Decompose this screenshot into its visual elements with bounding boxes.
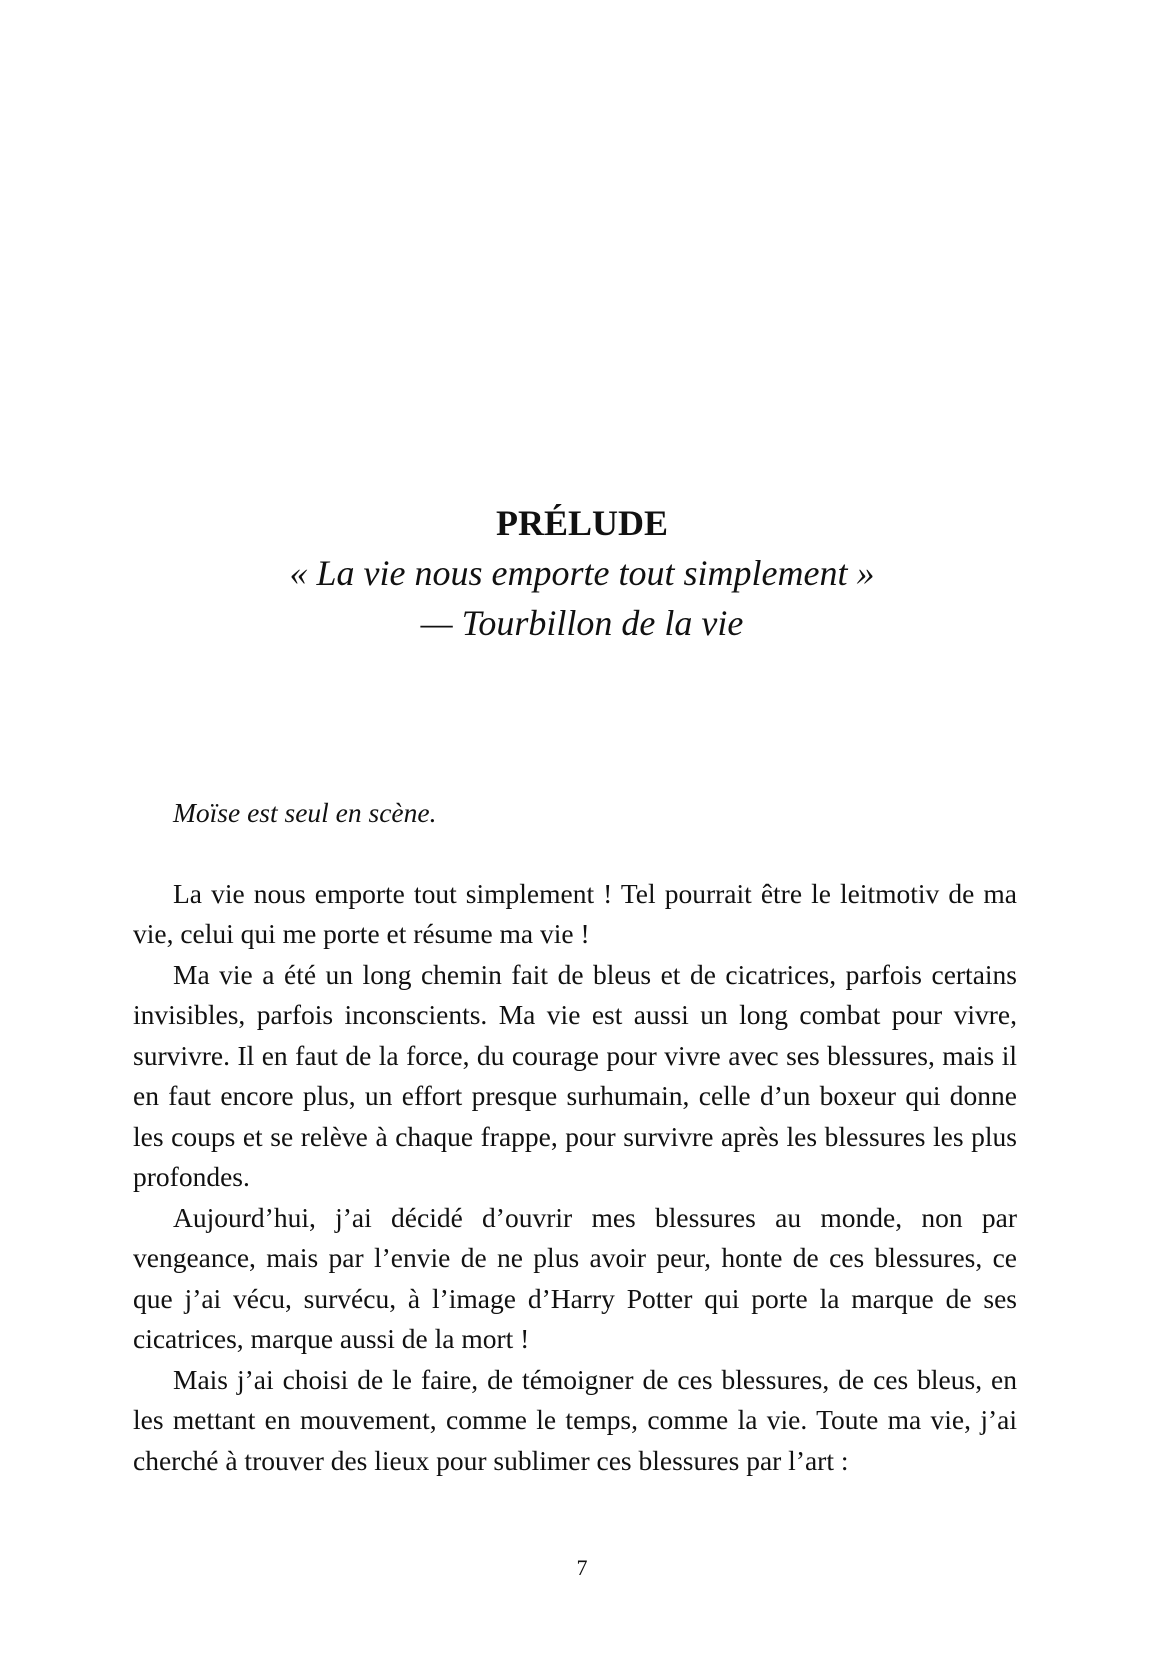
- stage-direction: Moïse est seul en scène.: [173, 797, 437, 828]
- chapter-heading: [0, 498, 1164, 648]
- page-number: 7: [576, 1555, 588, 1580]
- paragraph: Aujourd’hui, j’ai décidé d’ouvrir mes blessures au monde, non par vengeance, mais par l’envie de ne plus avoir peur, honte de ces blessures, ce que j’ai vécu, survécu, à l’image d’Harry Potter qui porte la marque de ses cicatrices, marque aussi de la mort !: [133, 1201, 1017, 1354]
- paragraph: Mais j’ai choisi de le faire, de témoigner de ces blessures, de ces bleus, en les mettant en mouvement, comme le temps, comme la vie. Toute ma vie, j’ai cherché à trouver des lieux pour sublimer ces blessures par l’art :: [133, 1363, 1017, 1476]
- body-text: [133, 793, 1017, 1481]
- chapter-title: PRÉLUDE: [495, 503, 669, 543]
- paragraph: La vie nous emporte tout simplement ! Tel pourrait être le leitmotiv de ma vie, celui qui me porte et résume ma vie !: [133, 877, 1017, 949]
- epigraph-attribution: — Tourbillon de la vie: [420, 603, 744, 643]
- paragraph: Ma vie a été un long chemin fait de bleus et de cicatrices, parfois certains invisibles, parfois inconscients. Ma vie est aussi un long combat pour vivre, survivre. Il en faut de la force, du courage pour vivre avec ses blessures, mais il en faut encore plus, un effort presque surhumain, celle d’un boxeur qui donne les coups et se relève à chaque frappe, pour survivre après les blessures les plus profondes.: [133, 958, 1017, 1192]
- epigraph-quote: « La vie nous emporte tout simplement »: [289, 553, 875, 593]
